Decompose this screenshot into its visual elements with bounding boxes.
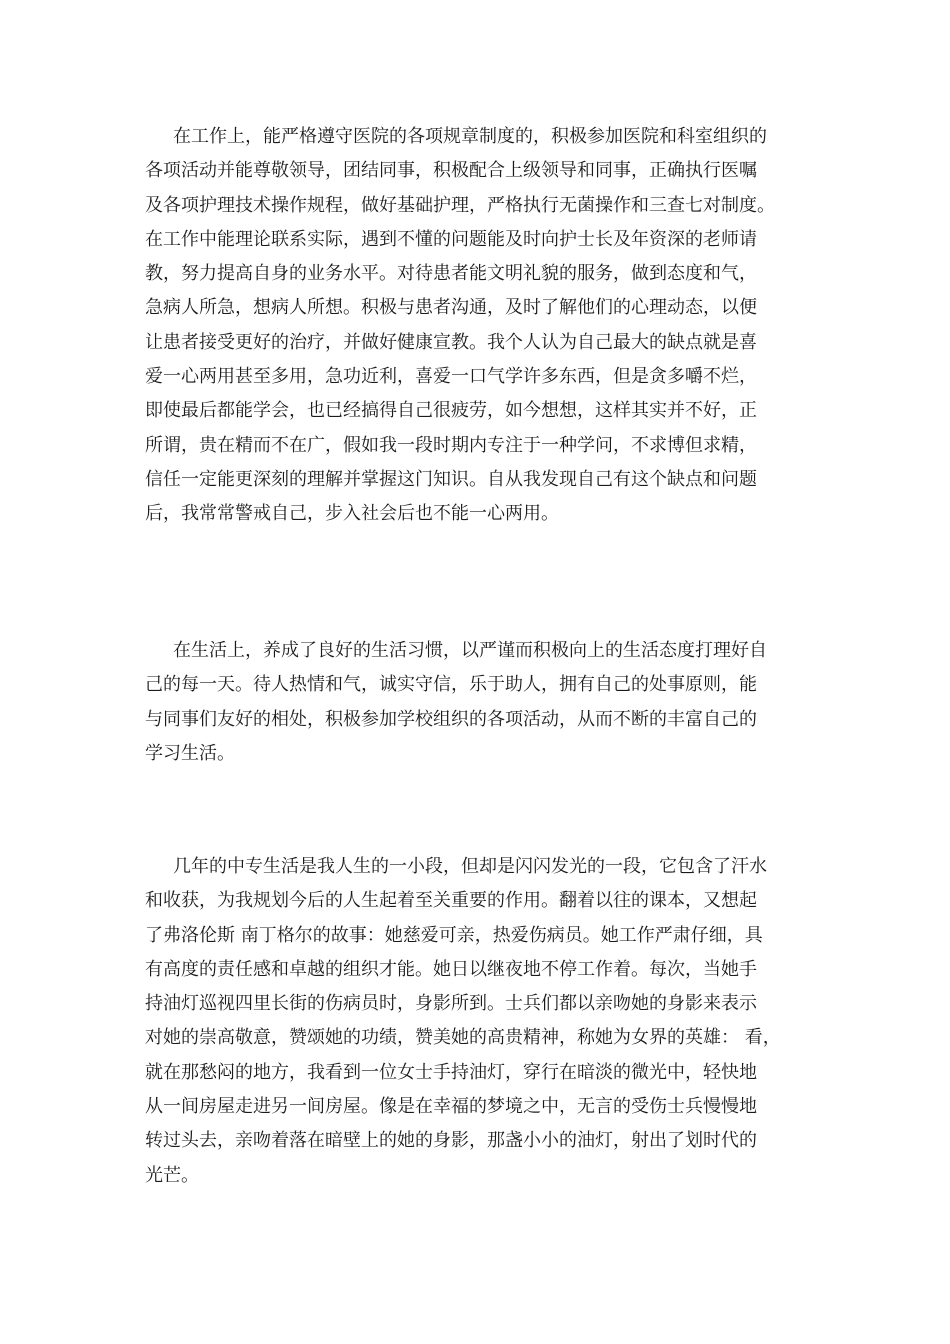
paragraph-line: 及各项护理技术操作规程，做好基础护理，严格执行无菌操作和三查七对制度。 xyxy=(145,194,775,216)
paragraph-line: 各项活动并能尊敬领导，团结同事，积极配合上级领导和同事，正确执行医嘱 xyxy=(145,160,757,182)
paragraph-line: 爱一心两用甚至多用，急功近利，喜爱一口气学许多东西，但是贪多嚼不烂， xyxy=(145,366,757,388)
paragraph-line: 在工作上，能严格遵守医院的各项规章制度的，积极参加医院和科室组织的 xyxy=(173,126,767,147)
paragraph-line: 所谓，贵在精而不在广，假如我一段时期内专注于一种学问，不求博但求精， xyxy=(145,434,757,456)
paragraph-school xyxy=(145,850,815,1193)
paragraph-line: 与同事们友好的相处，积极参加学校组织的各项活动，从而不断的丰富自己的 xyxy=(145,708,757,730)
paragraph-line: 教，努力提高自身的业务水平。对待患者能文明礼貌的服务，做到态度和气， xyxy=(145,263,757,285)
paragraph-line: 就在那愁闷的地方，我看到一位女士手持油灯，穿行在暗淡的微光中，轻快地 xyxy=(145,1061,757,1083)
paragraph-line: 了弗洛伦斯 南丁格尔的故事：她慈爱可亲，热爱伤病员。她工作严肃仔细，具 xyxy=(145,924,763,946)
paragraph-line: 和收获，为我规划今后的人生起着至关重要的作用。翻着以往的课本，又想起 xyxy=(145,890,757,912)
paragraph-line: 己的每一天。待人热情和气，诚实守信，乐于助人，拥有自己的处事原则，能 xyxy=(145,674,757,696)
paragraph-line: 信任一定能更深刻的理解并掌握这门知识。自从我发现自己有这个缺点和问题 xyxy=(145,468,757,490)
paragraph-line: 从一间房屋走进另一间房屋。像是在幸福的梦境之中，无言的受伤士兵慢慢地 xyxy=(145,1096,757,1118)
paragraph-line: 后，我常常警戒自己，步入社会后也不能一心两用。 xyxy=(145,503,559,525)
paragraph-line: 光芒。 xyxy=(145,1164,199,1186)
paragraph-line: 持油灯巡视四里长街的伤病员时，身影所到。士兵们都以亲吻她的身影来表示 xyxy=(145,993,757,1015)
paragraph-life xyxy=(145,634,815,771)
paragraph-line: 在生活上，养成了良好的生活习惯，以严谨而积极向上的生活态度打理好自 xyxy=(173,640,767,661)
paragraph-line: 在工作中能理论联系实际，遇到不懂的问题能及时向护士长及年资深的老师请 xyxy=(145,228,757,250)
paragraph-line: 有高度的责任感和卓越的组织才能。她日以继夜地不停工作着。每次，当她手 xyxy=(145,958,757,980)
paragraph-line: 学习生活。 xyxy=(145,742,235,764)
paragraph-line: 急病人所急，想病人所想。积极与患者沟通，及时了解他们的心理动态，以便 xyxy=(145,297,757,319)
paragraph-line: 对她的崇高敬意，赞颂她的功绩，赞美她的高贵精神，称她为女界的英雄： 看， xyxy=(145,1027,781,1049)
paragraph-line: 让患者接受更好的治疗，并做好健康宣教。我个人认为自己最大的缺点就是喜 xyxy=(145,331,757,353)
paragraph-work xyxy=(145,120,815,532)
paragraph-line: 转过头去，亲吻着落在暗壁上的她的身影，那盏小小的油灯，射出了划时代的 xyxy=(145,1130,757,1152)
paragraph-line: 即使最后都能学会，也已经搞得自己很疲劳，如今想想，这样其实并不好，正 xyxy=(145,400,757,422)
paragraph-line: 几年的中专生活是我人生的一小段，但却是闪闪发光的一段，它包含了汗水 xyxy=(173,856,767,877)
